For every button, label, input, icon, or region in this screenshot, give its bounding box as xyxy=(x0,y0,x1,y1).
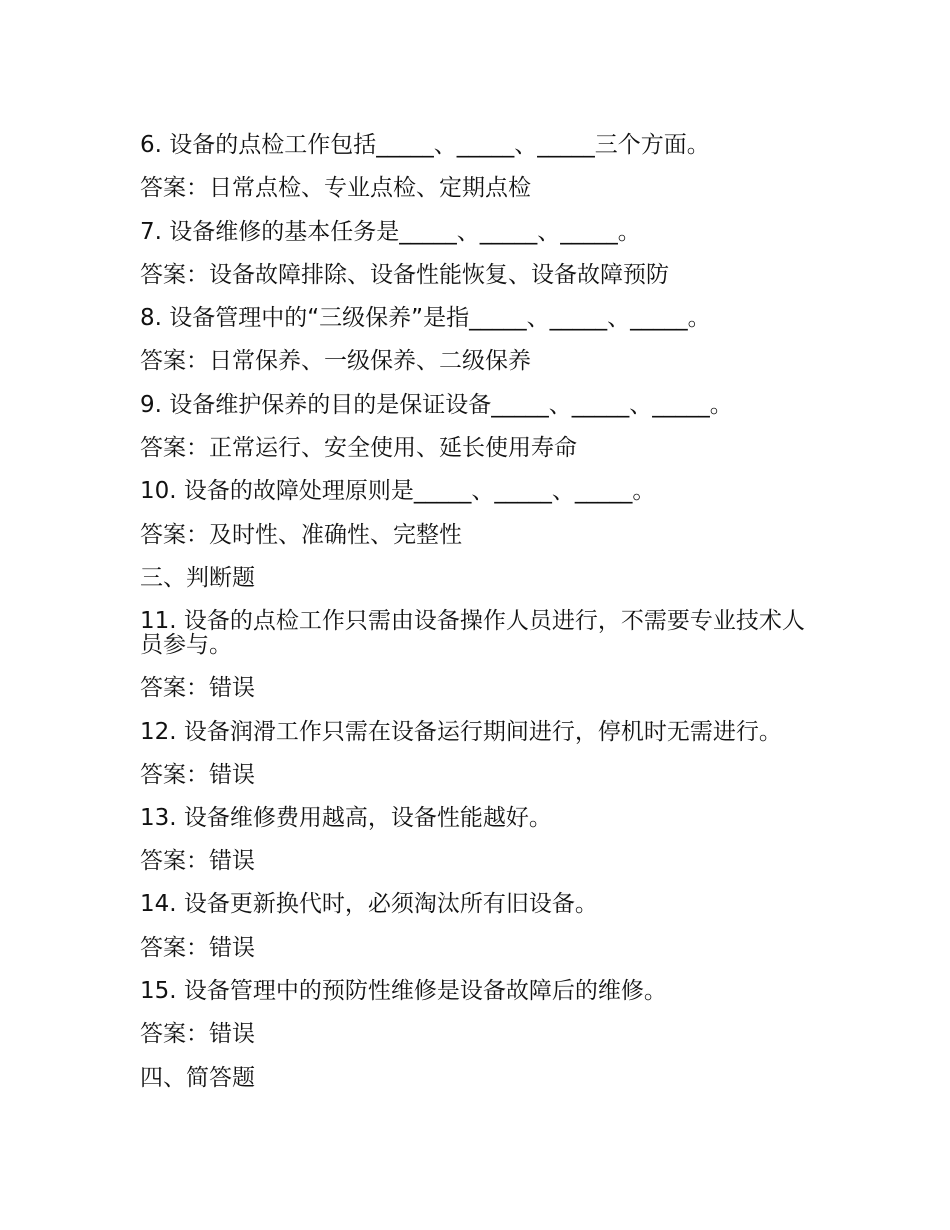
answer-12: 答案：错误 xyxy=(140,761,255,788)
answer-14: 答案：错误 xyxy=(140,934,255,961)
question-13: 13. 设备维修费用越高，设备性能越好。 xyxy=(140,804,552,831)
document-content xyxy=(140,124,810,1100)
answer-15: 答案：错误 xyxy=(140,1021,255,1048)
answer-6: 答案：日常点检、专业点检、定期点检 xyxy=(140,175,531,202)
answer-11: 答案：错误 xyxy=(140,675,255,702)
question-10: 10. 设备的故障处理原则是_____、_____、_____。 xyxy=(140,478,656,505)
answer-9: 答案：正常运行、安全使用、延长使用寿命 xyxy=(140,435,577,462)
question-8: 8. 设备管理中的“三级保养”是指_____、_____、_____。 xyxy=(140,305,711,332)
answer-7: 答案：设备故障排除、设备性能恢复、设备故障预防 xyxy=(140,261,669,288)
question-11: 11. 设备的点检工作只需由设备操作人员进行，不需要专业技术人员参与。 xyxy=(140,608,805,659)
question-14: 14. 设备更新换代时，必须淘汰所有旧设备。 xyxy=(140,891,598,918)
question-6: 6. 设备的点检工作包括_____、_____、_____三个方面。 xyxy=(140,132,710,158)
question-9: 9. 设备维护保养的目的是保证设备_____、_____、_____。 xyxy=(140,391,733,418)
section-heading-judgment: 三、判断题 xyxy=(140,564,255,591)
answer-8: 答案：日常保养、一级保养、二级保养 xyxy=(140,348,531,375)
answer-13: 答案：错误 xyxy=(140,848,255,875)
answer-10: 答案：及时性、准确性、完整性 xyxy=(140,521,462,548)
question-12: 12. 设备润滑工作只需在设备运行期间进行，停机时无需进行。 xyxy=(140,718,782,745)
section-heading-short-answer: 四、简答题 xyxy=(140,1064,255,1091)
question-7: 7. 设备维修的基本任务是_____、_____、_____。 xyxy=(140,218,641,245)
question-15: 15. 设备管理中的预防性维修是设备故障后的维修。 xyxy=(140,978,667,1005)
